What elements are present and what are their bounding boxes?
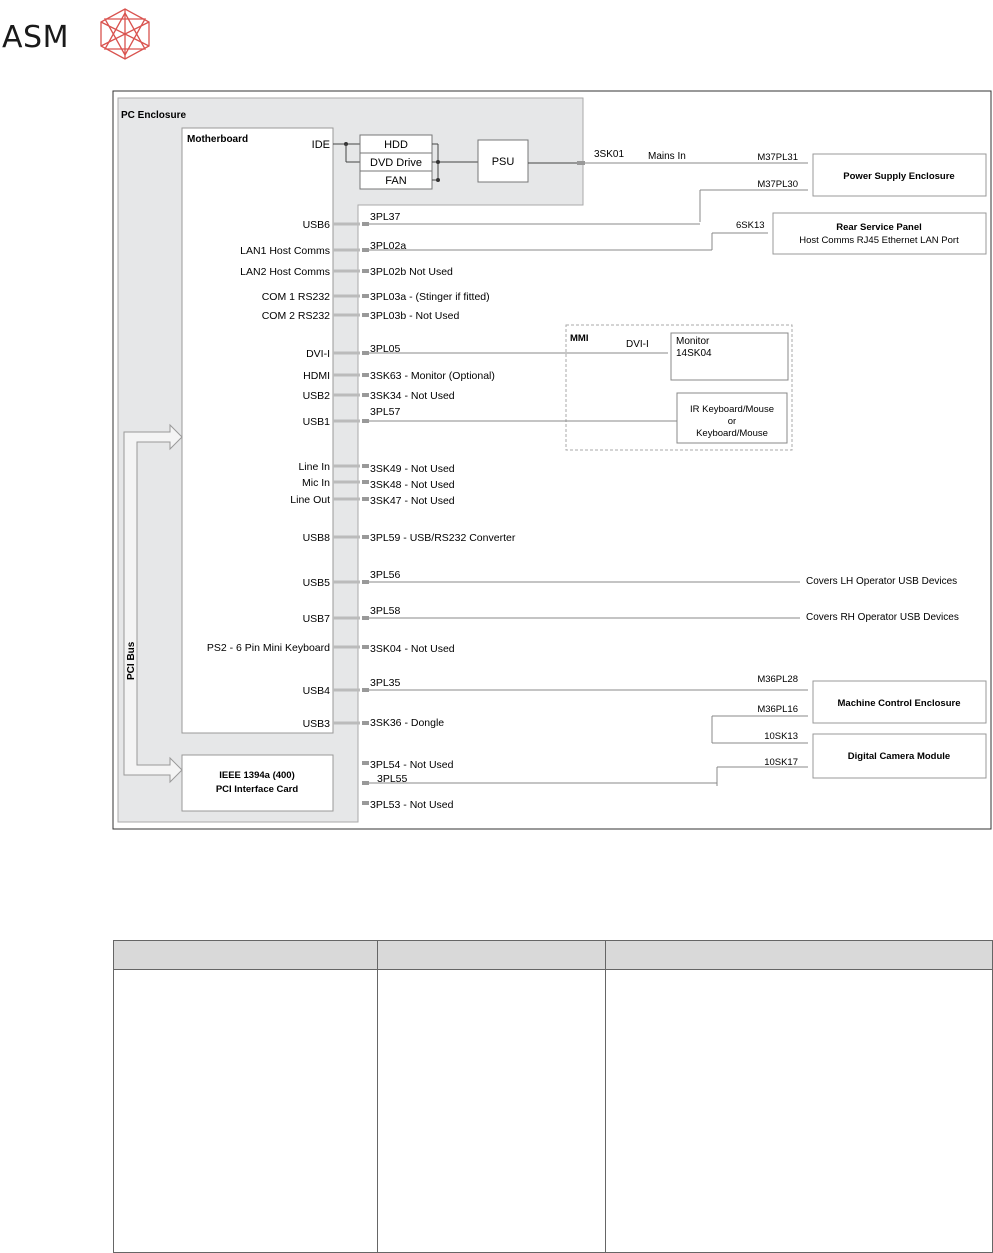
logo-text: ASM [2, 20, 69, 55]
connector-mark [362, 781, 369, 785]
connector-mark [362, 480, 369, 484]
port-stub [333, 374, 360, 377]
port-label: Mic In [301, 477, 330, 489]
connector-mark [362, 464, 369, 468]
covers-lh-label: Covers LH Operator USB Devices [806, 576, 958, 587]
ide-label: IDE [311, 139, 330, 151]
connector-mark [362, 373, 369, 377]
connector-mark [362, 761, 369, 765]
pc-enclosure-label: PC Enclosure [121, 110, 187, 121]
port-stub [333, 314, 360, 317]
port-label: USB7 [302, 613, 330, 625]
connector-mark [362, 294, 369, 298]
port-stub [333, 420, 360, 423]
port-label: HDMI [303, 370, 330, 382]
port-label: Line Out [290, 494, 330, 506]
table-header-3 [606, 941, 993, 970]
ieee-card-box [182, 755, 333, 811]
port-stub [333, 352, 360, 355]
connector-label: 3SK36 - Dongle [370, 717, 445, 729]
port-label: USB1 [302, 416, 330, 428]
connector-label: 3SK49 - Not Used [370, 463, 455, 475]
dvd-label: DVD Drive [370, 157, 422, 169]
connector-label: 3PL58 [370, 605, 401, 617]
keyboard-line2: or [727, 416, 737, 427]
connector-mark [362, 248, 369, 252]
connector-label: 3SK63 - Monitor (Optional) [370, 370, 495, 382]
port-stub [333, 689, 360, 692]
connector-mark [362, 801, 369, 805]
connector-label: 3PL57 [370, 406, 401, 418]
covers-rh-label: Covers RH Operator USB Devices [806, 612, 959, 623]
camera-box: Digital Camera Module [847, 751, 951, 762]
connector-label: 3SK04 - Not Used [370, 643, 455, 655]
port-stub [333, 481, 360, 484]
port-label: LAN1 Host Comms [240, 245, 330, 257]
keyboard-line3: Keyboard/Mouse [696, 428, 768, 439]
port-label: COM 2 RS232 [261, 310, 330, 322]
connector-mark [362, 419, 369, 423]
port-stub [333, 295, 360, 298]
port-label: USB6 [302, 219, 330, 231]
connector-mark [362, 313, 369, 317]
power-supply-box: Power Supply Enclosure [843, 171, 955, 182]
connector-mark [362, 645, 369, 649]
sk6-13-label: 6SK13 [736, 220, 765, 231]
mains-connector: 3SK01 [594, 149, 625, 160]
connector-mark [362, 351, 369, 355]
psu-label: PSU [491, 156, 515, 168]
connector-label: 3PL59 - USB/RS232 Converter [370, 532, 516, 544]
table-cell [377, 970, 606, 1253]
connector-mark [362, 580, 369, 584]
port-label: LAN2 Host Comms [240, 266, 330, 278]
port-label: USB4 [302, 685, 330, 697]
pci-bus-label: PCI Bus [126, 641, 137, 680]
m36pl16-label: M36PL16 [757, 704, 798, 715]
port-label: COM 1 RS232 [261, 291, 330, 303]
port-stub [333, 465, 360, 468]
connector-label: 3PL02b Not Used [370, 266, 453, 278]
connector-label: 3PL55 [377, 773, 408, 785]
table-header-1 [114, 941, 378, 970]
connector-label: 3PL05 [370, 343, 401, 355]
empty-table [113, 940, 993, 1253]
port-stub [333, 722, 360, 725]
table-cell [606, 970, 993, 1253]
sk10-17-label: 10SK17 [764, 757, 798, 768]
motherboard-label: Motherboard [187, 134, 249, 145]
mmi-label: MMI [570, 333, 589, 344]
connector-label: 3SK47 - Not Used [370, 495, 455, 507]
port-label: DVI-I [306, 348, 330, 360]
monitor-connector: 14SK04 [676, 348, 712, 359]
monitor-label: Monitor [676, 336, 710, 347]
connector-label: 3PL03b - Not Used [370, 310, 460, 322]
connector-label: 3PL53 - Not Used [370, 799, 454, 811]
connector-label: 3PL02a [370, 240, 407, 252]
connector-mark [362, 535, 369, 539]
mains-label: Mains In [648, 151, 686, 162]
port-stub [333, 617, 360, 620]
hdd-label: HDD [384, 139, 408, 151]
m37pl30-label: M37PL30 [757, 179, 798, 190]
connector-mark [362, 688, 369, 692]
fan-label: FAN [385, 175, 407, 187]
m36pl28-label: M36PL28 [757, 674, 798, 685]
connector-label: 3SK48 - Not Used [370, 479, 455, 491]
m37pl31-label: M37PL31 [757, 152, 798, 163]
connector-label: 3PL54 - Not Used [370, 759, 454, 771]
table-header-2 [377, 941, 606, 970]
mmi-dvi-label: DVI-I [626, 339, 649, 350]
port-stub [333, 646, 360, 649]
port-stub [333, 536, 360, 539]
machine-control-box: Machine Control Enclosure [837, 698, 961, 709]
rear-panel-title: Rear Service Panel [836, 222, 922, 233]
port-stub [333, 581, 360, 584]
table-cell [114, 970, 378, 1253]
connector-label: 3SK34 - Not Used [370, 390, 455, 402]
port-label: USB3 [302, 718, 330, 730]
connector-mark [362, 393, 369, 397]
connector-mark [362, 222, 369, 226]
connector-label: 3PL56 [370, 569, 401, 581]
port-stub [333, 270, 360, 273]
port-label: PS2 - 6 Pin Mini Keyboard [206, 642, 330, 654]
connector-mark [362, 721, 369, 725]
port-stub [333, 249, 360, 252]
ieee-card-line2: PCI Interface Card [215, 784, 299, 795]
connector-label: 3PL37 [370, 211, 401, 223]
connector-mark [362, 269, 369, 273]
keyboard-line1: IR Keyboard/Mouse [690, 404, 774, 415]
connector-mark [362, 616, 369, 620]
port-label: USB2 [302, 390, 330, 402]
ieee-card-line1: IEEE 1394a (400) [219, 770, 295, 781]
port-stub [333, 394, 360, 397]
connector-label: 3PL35 [370, 677, 401, 689]
port-stub [333, 498, 360, 501]
port-stub [333, 223, 360, 226]
port-label: Line In [298, 461, 330, 473]
rear-panel-sub: Host Comms RJ45 Ethernet LAN Port [799, 235, 959, 246]
sk10-13-label: 10SK13 [764, 731, 798, 742]
port-label: USB8 [302, 532, 330, 544]
connector-label: 3PL03a - (Stinger if fitted) [370, 291, 490, 303]
connector-mark [362, 497, 369, 501]
port-label: USB5 [302, 577, 330, 589]
